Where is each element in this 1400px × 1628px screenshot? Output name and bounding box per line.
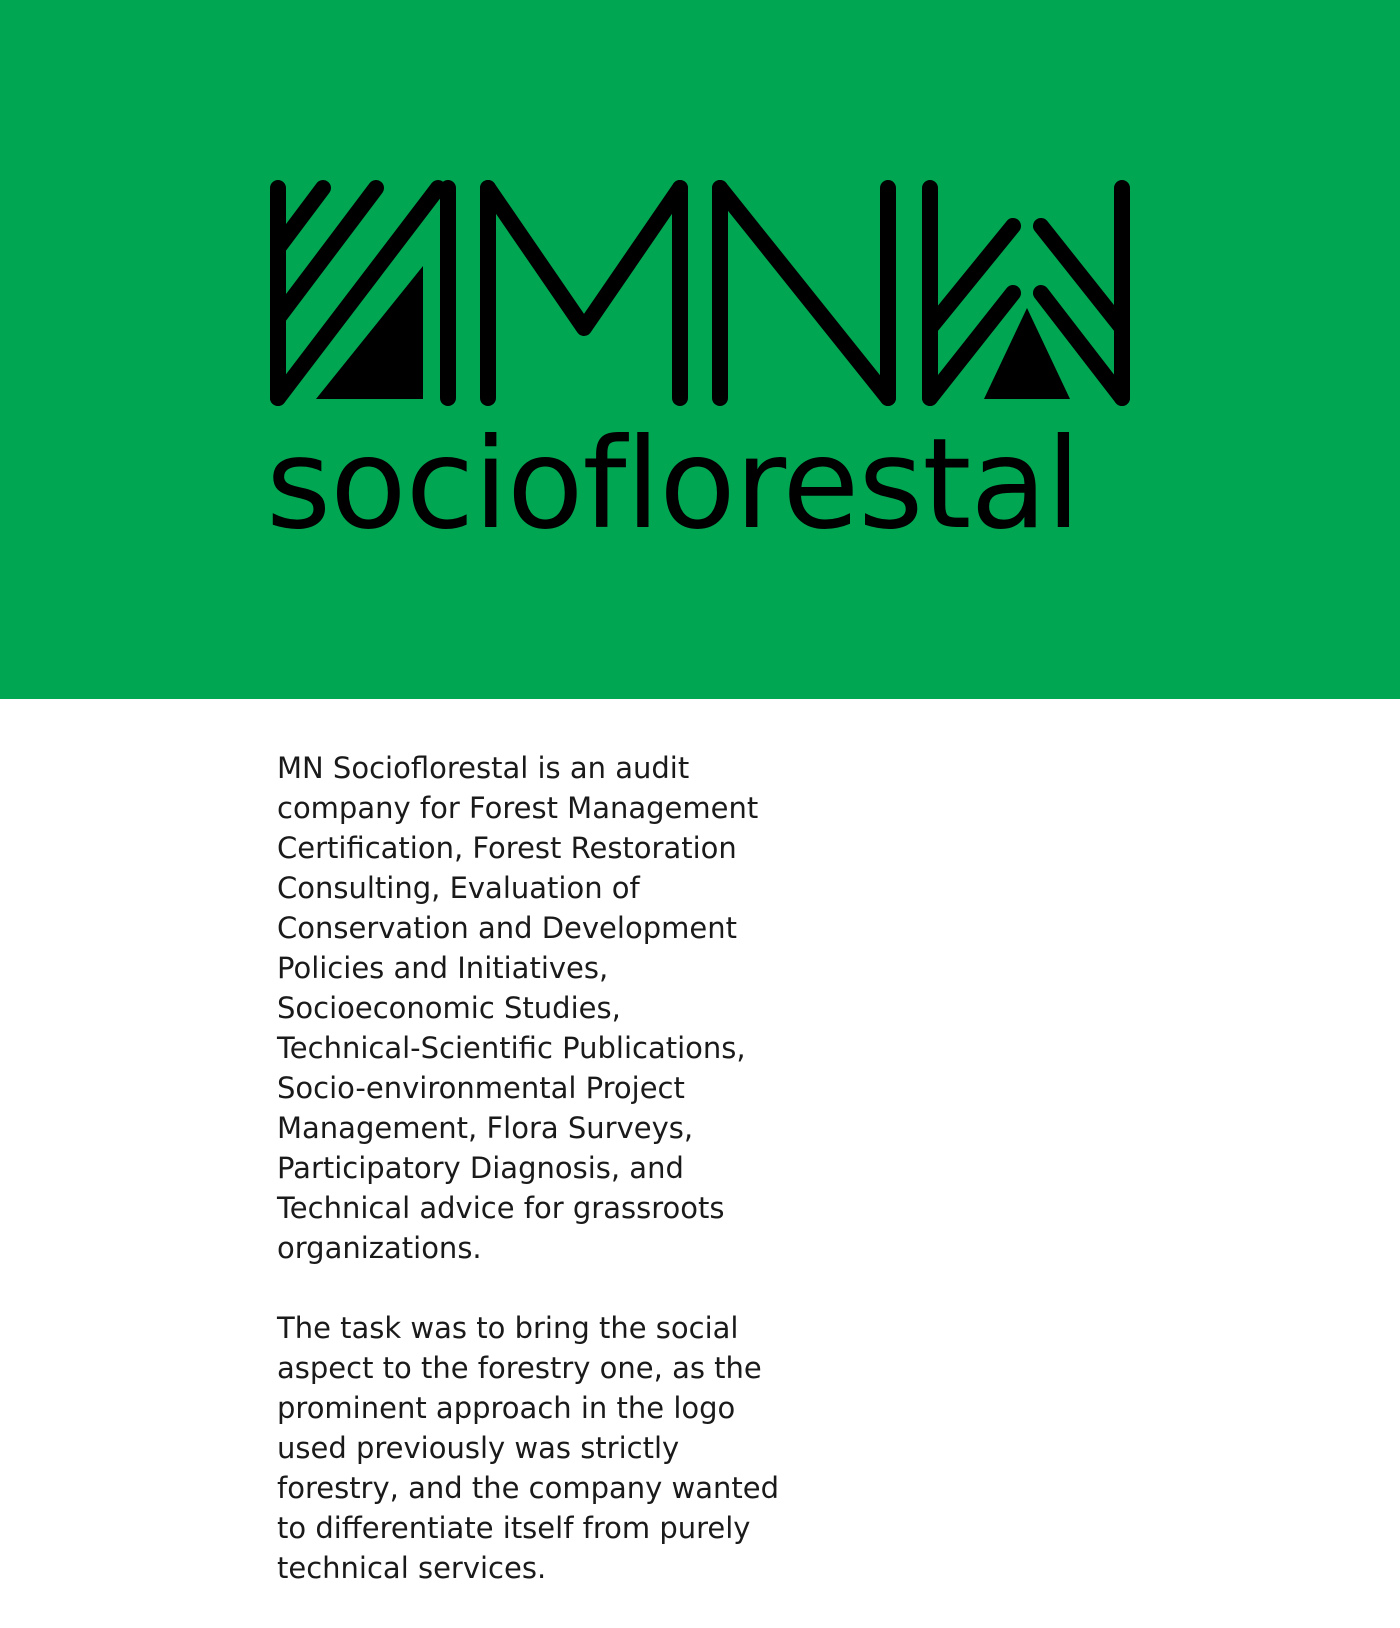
description-paragraph-services: MN Socioflorestal is an audit company for Forest Management Certification, Forest Restoration Consulting, Evaluation of Conservation and Development Policies and Initiatives, Socioeconomic Studies, Technical-Scientific Publications, Socio-environmental Project Management, Flora Surveys, Participatory Diagnosis, and Technical advice for grassroots organizations. (277, 751, 759, 1265)
mnw-logo-mark (268, 178, 1132, 410)
company-wordmark: socioflorestal (266, 412, 1080, 557)
company-description (277, 748, 867, 1628)
description-paragraph-task: The task was to bring the social aspect to the forestry one, as the prominent approach in the logo used previously was strictly forestry, and the company wanted to differentiate itself from purely technical services. (277, 1311, 780, 1585)
brand-banner (0, 0, 1400, 699)
